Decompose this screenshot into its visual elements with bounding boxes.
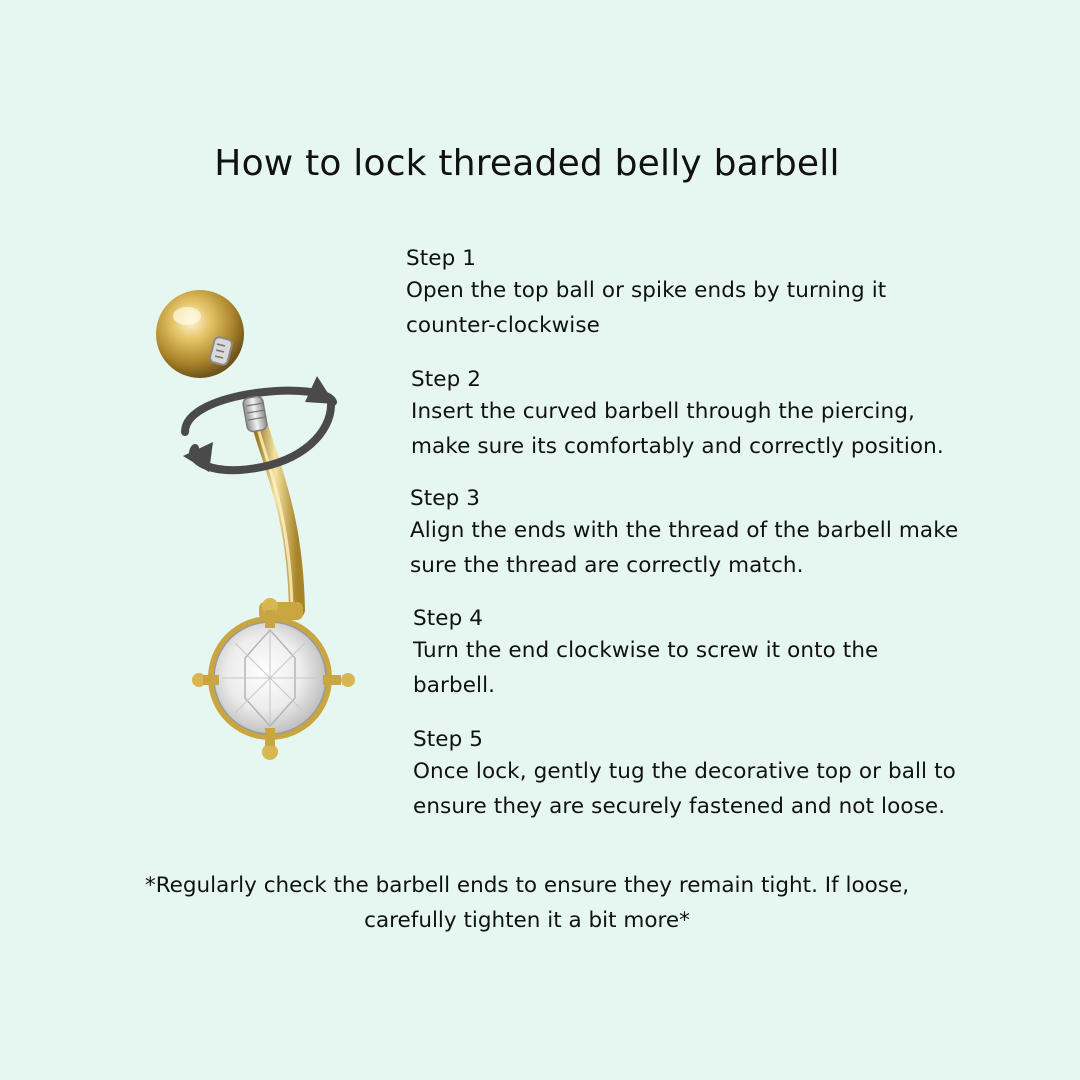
footnote [0,868,1054,938]
step-1-line-2: counter-clockwise [406,313,601,338]
footnote-line-1: *Regularly check the barbell ends to ensure they remain tight. If loose, [144,873,910,898]
step-5-line-1: Once lock, gently tug the decorative top or ball to [413,759,956,784]
step-5-line-2: ensure they are securely fastened and not loose. [413,794,946,819]
step-2-line-2: make sure its comfortably and correctly position. [411,434,944,459]
step-3-label: Step 3 [410,486,481,511]
top-ball [156,290,244,378]
step-3 [410,481,958,583]
step-1 [406,241,886,343]
step-2-line-1: Insert the curved barbell through the piercing, [411,399,915,424]
step-5 [413,722,956,824]
step-4-line-2: barbell. [413,673,496,698]
step-3-line-2: sure the thread are correctly match. [410,553,804,578]
barbell-thread [242,396,268,433]
footnote-line-2: carefully tighten it a bit more* [364,908,690,933]
step-4 [413,601,878,703]
step-4-label: Step 4 [413,606,484,631]
step-4-line-1: Turn the end clockwise to screw it onto the [413,638,879,663]
step-2 [411,362,944,464]
step-3-line-1: Align the ends with the thread of the barbell make [410,518,959,543]
step-2-label: Step 2 [411,367,482,392]
step-5-label: Step 5 [413,727,484,752]
step-1-line-1: Open the top ball or spike ends by turning it [406,278,887,303]
page-title: How to lock threaded belly barbell [214,143,840,184]
step-1-label: Step 1 [406,246,477,271]
belly-barbell-illustration [145,280,370,770]
gem-setting [192,598,355,760]
